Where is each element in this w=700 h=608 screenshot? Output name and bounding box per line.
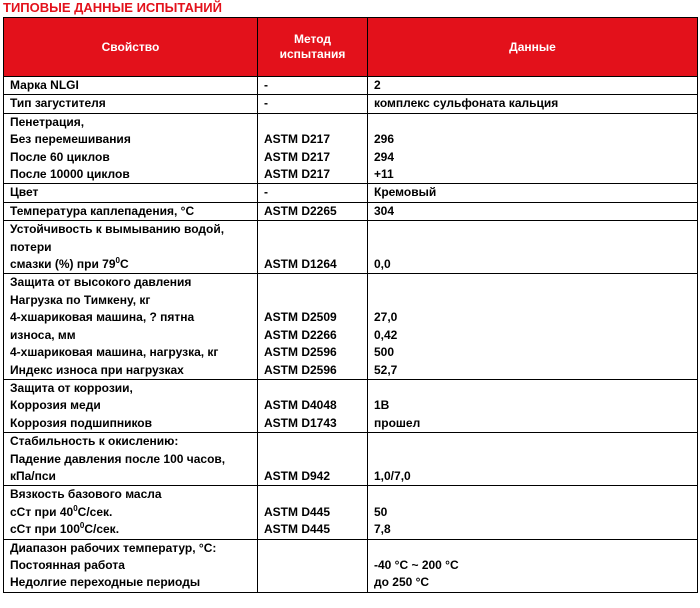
property-line: Без перемешивания [10, 132, 131, 147]
data-line: 1,0/7,0 [374, 468, 411, 483]
column-header-method-line2: испытания [279, 47, 346, 61]
table-cell-property [4, 486, 258, 539]
data-line: 27,0 [374, 310, 398, 325]
table-cell-property [4, 202, 258, 220]
table-cell-method [258, 95, 368, 113]
method-line: ASTM D217 [264, 149, 331, 164]
property-line: Пенетрация, [10, 114, 85, 129]
test-data-table [3, 17, 698, 593]
property-line: Диапазон рабочих температур, °C: [10, 540, 217, 555]
column-header-method-line1: Метод [293, 32, 332, 46]
table-cell-data [368, 77, 698, 95]
property-line: Защита от коррозии, [10, 380, 133, 395]
table-cell-data [368, 184, 698, 202]
method-line: ASTM D1264 [264, 257, 337, 272]
property-line: 4-хшариковая машина, ? пятна [10, 310, 195, 325]
data-line: 294 [374, 149, 395, 164]
data-line: комплекс сульфоната кальция [374, 96, 559, 111]
table-cell-property [4, 95, 258, 113]
property-line: Цвет [10, 185, 39, 200]
property-line: Вязкость базового масла [10, 487, 162, 502]
property-line: После 60 циклов [10, 149, 110, 164]
data-line: +11 [374, 167, 394, 182]
data-line: 304 [374, 203, 395, 218]
table-cell-method [258, 221, 368, 274]
method-line: ASTM D2596 [264, 345, 337, 360]
data-line: 1B [374, 398, 390, 413]
method-line: ASTM D2509 [264, 310, 337, 325]
property-line: сСт при $100^0C$/сек. [10, 521, 120, 537]
property-line: Коррозия подшипников [10, 415, 153, 430]
table-cell-data [368, 202, 698, 220]
method-line: ASTM D2596 [264, 362, 337, 377]
table-row [4, 184, 698, 202]
data-line: прошел [374, 415, 421, 430]
data-line: 500 [374, 345, 395, 360]
page-title: ТИПОВЫЕ ДАННЫЕ ИСПЫТАНИЙ [3, 0, 222, 15]
table-cell-data [368, 433, 698, 486]
table-cell-method [258, 202, 368, 220]
data-line: 0,0 [374, 257, 391, 272]
table-cell-property [4, 433, 258, 486]
property-line: Марка NLGI [10, 78, 79, 92]
property-line: износа, мм [10, 327, 76, 342]
table-cell-property [4, 221, 258, 274]
table-cell-property [4, 379, 258, 432]
table-cell-method [258, 539, 368, 592]
property-line: Защита от высокого давления [10, 275, 192, 290]
table-cell-method [258, 379, 368, 432]
table-row [4, 379, 698, 432]
table-cell-data [368, 221, 698, 274]
table-row [4, 95, 698, 113]
table-header-row [4, 18, 698, 77]
table-cell-data [368, 113, 698, 184]
table-row [4, 274, 698, 379]
property-line: Тип загустителя [10, 96, 106, 111]
method-line: ASTM D2266 [264, 327, 337, 342]
table-row [4, 433, 698, 486]
table-cell-data [368, 486, 698, 539]
table-row [4, 221, 698, 274]
table-cell-method [258, 486, 368, 539]
table-cell-method [258, 433, 368, 486]
property-line: смазки (%) при $79^0C$ [10, 256, 129, 272]
property-line: потери [10, 239, 52, 254]
property-line: 4-хшариковая машина, нагрузка, кг [10, 345, 219, 360]
table-row [4, 113, 698, 184]
table-cell-data [368, 379, 698, 432]
data-line: 2 [374, 78, 381, 92]
data-line: -40 °C ~ 200 °C [374, 557, 459, 572]
data-line: 52,7 [374, 362, 398, 377]
table-cell-property [4, 113, 258, 184]
table-cell-property [4, 539, 258, 592]
property-line: сСт при $40^0C$/сек. [10, 503, 113, 519]
table-cell-data [368, 539, 698, 592]
table-row [4, 486, 698, 539]
method-line: - [264, 96, 268, 111]
table-cell-property [4, 274, 258, 379]
method-line: ASTM D445 [264, 504, 331, 519]
property-line: Нагрузка по Тимкену, кг [10, 292, 151, 307]
data-line: 50 [374, 504, 388, 519]
property-line: Индекс износа при нагрузках [10, 362, 184, 377]
method-line: ASTM D2265 [264, 203, 337, 218]
property-line: Коррозия меди [10, 398, 101, 413]
table-cell-method [258, 77, 368, 95]
method-line: ASTM D217 [264, 132, 331, 147]
table-cell-method [258, 113, 368, 184]
data-line: Кремовый [374, 185, 437, 200]
method-line: - [264, 78, 268, 92]
column-header-method [258, 18, 368, 77]
method-line: ASTM D942 [264, 468, 331, 483]
table-cell-method [258, 274, 368, 379]
method-line: - [264, 185, 268, 200]
data-line: 7,8 [374, 522, 391, 537]
table-row [4, 202, 698, 220]
method-line: ASTM D4048 [264, 398, 337, 413]
property-line: Устойчивость к вымыванию водой, [10, 222, 225, 237]
method-line: ASTM D445 [264, 522, 331, 537]
property-line: Постоянная работа [10, 557, 125, 572]
table-row [4, 539, 698, 592]
table-cell-property [4, 184, 258, 202]
column-header-property: Свойство [4, 18, 258, 77]
data-line: 296 [374, 132, 395, 147]
column-header-data: Данные [368, 18, 698, 77]
property-line: Падение давления после 100 часов, [10, 451, 226, 466]
property-line: Стабильность к окислению: [10, 434, 179, 449]
data-line: 0,42 [374, 327, 398, 342]
table-cell-data [368, 274, 698, 379]
table-cell-data [368, 95, 698, 113]
property-line: кПа/пси [10, 468, 56, 483]
method-line: ASTM D1743 [264, 415, 337, 430]
method-line: ASTM D217 [264, 167, 331, 182]
data-line: до 250 °C [374, 575, 430, 590]
property-line: Недолгие переходные периоды [10, 575, 201, 590]
table-row [4, 77, 698, 95]
property-line: Температура каплепадения, °C [10, 203, 195, 218]
property-line: После 10000 циклов [10, 167, 130, 182]
table-cell-method [258, 184, 368, 202]
table-cell-property [4, 77, 258, 95]
